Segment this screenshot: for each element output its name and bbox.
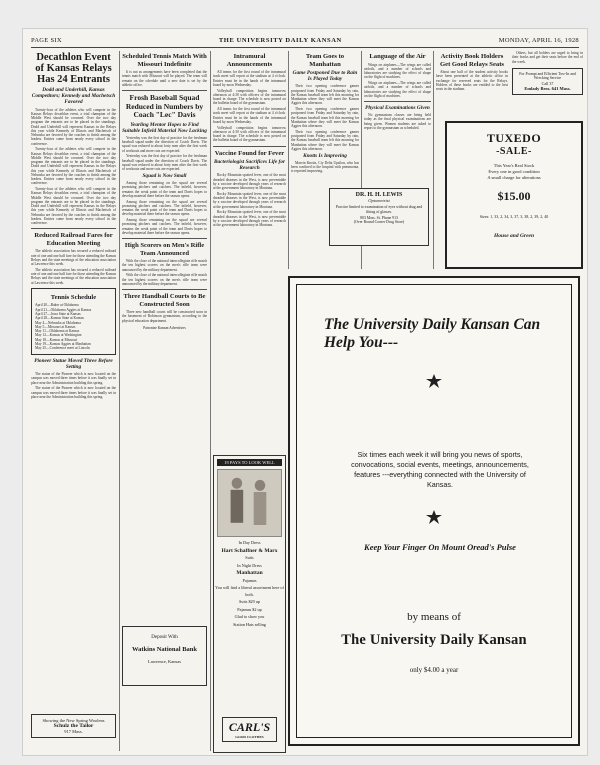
decathlon-article: Twenty-four of the athletes who will compete in the Kansas Relays decathlon event, a trial champion of the Middle West should be crowned. Over the two day program the entrants are to be placed in the standings. Dodd and Underhill will represent Kansas in the Relays this year while Kennedy of Illinois and Machetsch of Nebraska are favored by the coaches to finish among the leaders. Entries come from nearly every school in the conference. Twenty-four of the athletes who will compete in the Kansas Relays decathlon event, a trial champion of the Middle West should be crowned. Over the two day program the entrants are to be placed in the standings. Dodd and Underhill will represent Kansas in the Relays this year while Kennedy of Illinois and Machetsch of Nebraska are favored by the coaches to finish among the leaders. Entries come from nearly every school in the conference. Twenty-four of the athletes who will compete in the Kansas Relays decathlon event, a trial champion of the Middle West should be crowned. Over the two day program the entrants are to be placed in the standings. Dodd and Underhill will represent Kansas in the Relays this year while Kennedy of Illinois and Machetsch of Nebraska are favored by the coaches to finish among the leaders. Entries come from nearly every school in the conference. bbox=[31, 107, 116, 226]
carls-ad-text bbox=[214, 540, 285, 628]
ad-body-text: Six times each week it will bring you news of sports, convocations, social events, meetings, announcements, features ---everything connected with the University of Kansas. bbox=[351, 450, 529, 489]
issue-date: MONDAY, APRIL 16, 1928 bbox=[498, 36, 579, 44]
tennis-schedule-row: April 27—Iowa State at Kansas bbox=[35, 311, 81, 316]
carls-ad-line: Pajamas bbox=[242, 577, 257, 583]
column-divider bbox=[288, 51, 289, 269]
carls-ad-line: Suits bbox=[245, 555, 254, 560]
tuxedo-sale-title: -SALE- bbox=[496, 146, 532, 157]
ornament-icon bbox=[425, 374, 443, 392]
tailor-ad-name: Schulz the Tailor bbox=[53, 723, 94, 729]
column-2 bbox=[122, 51, 207, 755]
decathlon-subhead: Dodd and Underhill, Kansas Competitors; Kennedy and Machetsch Favored bbox=[31, 87, 116, 106]
tennis-schedule-row: May 18—Kansas at Missouri bbox=[35, 337, 78, 342]
bank-ad-line1: Deposit With bbox=[151, 635, 178, 640]
frosh-baseball-article: Yesterday was the first day of practice for the freshman baseball squad under the direction of Coach Davis. The squad was reduced to about forty men after the first week of workouts and more cuts are expected. Yesterday was the first day of practice for the freshman baseball squad under the direction of Coach Davis. The squad was reduced to about forty men after the first week of workouts and more cuts are expected. bbox=[122, 135, 207, 172]
illustration-men-image bbox=[217, 469, 282, 537]
column-divider bbox=[210, 51, 211, 751]
tennis-schedule-row: April 28—Kansas State at Kansas bbox=[35, 316, 84, 321]
manhattan-headline: Team Goes to Manhattan bbox=[305, 53, 345, 68]
towing-ad-phone: Call 37 bbox=[541, 80, 554, 86]
tennis-schedule-row: April 21—Oklahoma Aggies at Kansas bbox=[35, 307, 92, 312]
column-3 bbox=[213, 51, 286, 755]
optometrist-address2: (Over Round Corner Drug Store) bbox=[353, 220, 405, 225]
decathlon-headline: Decathlon Event of Kansas Relays Has 24 Entrants bbox=[35, 52, 112, 85]
tailor-ad-title: Showing the New Spring Woolens bbox=[42, 718, 105, 723]
ornament-icon bbox=[425, 510, 443, 528]
newspaper-page bbox=[22, 28, 588, 756]
vaccine-subhead: Bacteriologist Sacrifices Life for Research bbox=[213, 159, 286, 172]
language-air-article: Wings on airplanes—The wings are called airfoils, and a number of schools and laboratories are studying the effect of shape on the flight of machines. Wings on airplanes—The wings are called airfoils, and a number of schools and laboratories are studying the effect of shape on the flight of machines. bbox=[364, 62, 431, 98]
physical-exam-headline: Physical Examinations Given bbox=[365, 105, 430, 111]
manhattan-article: Their two opening conference games postponed from Friday and Saturday by rain, the Kansas baseball team left this morning for Manhattan where they will meet the Kansas Aggies this afternoon. Their two opening conference games postponed from Friday and Saturday by rain, the Kansas baseball team left this morning for Manhattan where they will meet the Kansas Aggies this afternoon. Their two opening conference games postponed from Friday and Saturday by rain, the Kansas baseball team left this morning for Manhattan where they will meet the Kansas Aggies this afternoon. bbox=[291, 84, 359, 151]
rifle-team-article: With the close of the national intercollegiate rifle match the ten highest scorers on the men's rifle team were announced by the military department. With the close of the national intercollegiate rifle match the ten highest scorers on the men's rifle team were announced by the military department. bbox=[122, 259, 207, 286]
ad-subscription-cost: only $4.00 a year bbox=[409, 666, 459, 674]
tennis-schedule-title: Tennis Schedule bbox=[50, 293, 97, 301]
vaccine-headline: Vaccine Found for Fever bbox=[214, 149, 285, 157]
masthead-rule bbox=[31, 47, 579, 48]
railroad-headline: Reduced Railroad Fares for Education Meeting bbox=[34, 232, 113, 247]
patronize-line: Patronize Kansan Advertisers bbox=[143, 325, 186, 330]
tennis-schedule-list bbox=[35, 303, 112, 350]
column-1 bbox=[31, 51, 116, 755]
railroad-article: The athletic association has secured a reduced railroad rate of one and one half fare for those attending the Kansas Relays and the state meetings of the education association at Lawrence this week. The athletic association has secured a reduced railroad rate of one and one half fare for those attending the Kansas Relays and the state meetings of the education association at Lawrence this week. bbox=[31, 249, 116, 285]
towing-ad-line1: For Prompt and Efficient Tow-In and Wrecking Service bbox=[519, 71, 576, 81]
tennis-schedule-box bbox=[31, 288, 116, 355]
carls-clothing-ad bbox=[213, 455, 286, 753]
tailor-ad bbox=[31, 714, 116, 738]
tuxedo-description: This Year's Real Stock Every one in good condition A small charge for alterations bbox=[487, 163, 541, 180]
pioneer-article: The statue of the Pioneer which is now located on the campus was moved three times before it was finally set in place near the Administration building this spring. The statue of the Pioneer which is now located on the campus was moved three times before it was finally set in place near the Administration building this spring. bbox=[31, 372, 116, 399]
optometrist-name: DR. H. H. LEWIS bbox=[355, 192, 403, 198]
optometrist-title: Optometrist bbox=[368, 198, 390, 203]
handball-article: Three new handball courts will be constructed soon in the basement of Robinson gymnasium, according to the physical education department. bbox=[122, 310, 207, 323]
ad-headline: The University Daily Kansan Can Help You--- bbox=[324, 316, 541, 351]
carls-ad-line: Pajamas $2 up bbox=[237, 606, 262, 612]
intramural-headline: Intramural Announcements bbox=[226, 53, 273, 68]
knotts-article: Marvin Knotts, Ciy Delta Upsilon, who has been confined to the hospital with pneumonia, is reported improving. bbox=[291, 160, 359, 174]
masthead bbox=[31, 34, 579, 46]
carls-ad-line: Glad to show you bbox=[234, 614, 265, 619]
tennis-schedule-row: May 4—Nebraska at Oklahoma bbox=[35, 320, 81, 325]
carls-ad-line: You will find a liberal assortment here of both. bbox=[215, 585, 284, 597]
ad-by-means: by means of bbox=[407, 611, 461, 623]
activity-book-article: About one half of the student activity books have been presented at the athletic office in exchange for reserved seats for the Relays. Holders of these books are entitled to the best seats in the stadium. bbox=[436, 70, 508, 91]
tennis-schedule-row: April 20—Baker at Oklahoma bbox=[35, 303, 79, 308]
carls-logo: CARL'S GOOD CLOTHES bbox=[222, 717, 277, 742]
tennis-schedule-row: May 19—Kansas Aggies at Manhattan bbox=[35, 342, 91, 347]
handball-headline: Three Handball Courts to Be Constructed Soon bbox=[123, 293, 206, 308]
tennis-match-article: It is not as arrangements have been completed that the tennis match with Missouri will be played. The team will remain on the schedule until a new date is set by the athletic office. bbox=[122, 70, 207, 87]
squad-article: Among those remaining on the squad are several promising pitchers and catchers. The infield, however, remains the weak point of the team and Davis hopes to develop material there before the season opens. Among those remaining on the squad are several promising pitchers and catchers. The infield, however, remains the weak point of the team and Davis hopes to develop material there before the season opens. Among those remaining on the squad are several promising pitchers and catchers. The infield, however, remains the weak point of the team and Davis hopes to develop material there before the season opens. bbox=[122, 181, 207, 235]
optometrist-text: Practice limited to examination of eyes without drug and fitting of glasses. bbox=[335, 205, 423, 214]
tuxedo-brand-logo: House and Green bbox=[493, 233, 535, 239]
tailor-ad-address: 917 Mass. bbox=[64, 729, 83, 734]
ad-tagline: The University Daily Kansan bbox=[341, 632, 527, 648]
tuxedo-sale-ad bbox=[445, 121, 583, 269]
language-air-headline: Language of the Air bbox=[369, 53, 426, 60]
column-divider bbox=[119, 51, 120, 751]
vaccine-article: Rocky Mountain spotted fever, one of the most dreaded diseases in the West, is now preventable by a vaccine developed through years of research at the government laboratory in Montana. Rocky Mountain spotted fever, one of the most dreaded diseases in the West, is now preventable by a vaccine developed through years of research at the government laboratory in Montana. Rocky Mountain spotted fever, one of the most dreaded diseases in the West, is now preventable by a vaccine developed through years of research at the government laboratory in Montana. bbox=[213, 173, 286, 228]
carls-ad-banner: 19 PAYS TO LOOK WELL bbox=[217, 459, 282, 466]
carls-ad-line: In Day Dress bbox=[238, 540, 261, 545]
pioneer-headline: Pioneer Statue Moved Three Before Setting bbox=[34, 357, 113, 370]
carls-ad-line: Suits $29 up bbox=[239, 599, 260, 604]
manhattan-subhead: Game Postponed Due to Rain Is Played Today bbox=[292, 70, 358, 83]
intramural-article: All teams for the first round of the intramural track meet will report at the stadium at 4 o'clock. Entries must be in the hands of the intramural board by noon Wednesday. Volleyball competition begins tomorrow afternoon at 4:30 with officers of the intramural board in charge. The schedule is now posted on the bulletin board of the gymnasium. All teams for the first round of the intramural track meet will report at the stadium at 4 o'clock. Entries must be in the hands of the intramural board by noon Wednesday. Volleyball competition begins tomorrow afternoon at 4:30 with officers of the intramural board in charge. The schedule is now posted on the bulletin board of the gymnasium. bbox=[213, 70, 286, 143]
bank-ad-name: Watkins National Bank bbox=[131, 646, 198, 653]
kansan-subscription-ad bbox=[288, 276, 580, 746]
frosh-baseball-headline: Frosh Baseball Squad Reduced in Numbers by Coach "Lec" Davis bbox=[125, 93, 204, 119]
optometrist-address: 803 Mass. St. Phone 913 bbox=[360, 216, 398, 221]
tuxedo-title: TUXEDO bbox=[486, 131, 542, 145]
towing-ad bbox=[512, 68, 583, 95]
tennis-match-headline: Scheduled Tennis Match With Missouri Indefinite bbox=[122, 53, 207, 68]
ad-pulse-line: Keep Your Finger On Mount Oread's Pulse bbox=[364, 542, 516, 552]
bank-ad bbox=[122, 626, 207, 686]
tennis-schedule-row: May 11—Oklahoma at Kansas bbox=[35, 329, 80, 334]
carls-ad-line: Manhattan bbox=[236, 570, 263, 576]
paper-name: THE UNIVERSITY DAILY KANSAN bbox=[218, 36, 342, 44]
bank-ad-location: Lawrence, Kansas bbox=[148, 659, 181, 664]
tennis-schedule-row: May 5—Missouri at Kansas bbox=[35, 324, 76, 329]
tennis-schedule-row: May 12—Kansas at Washington bbox=[35, 333, 82, 338]
optometrist-ad bbox=[329, 188, 429, 246]
knotts-headline: Knotts Is Improving bbox=[303, 152, 347, 159]
tennis-schedule-row: May 25—Conference meet at Lincoln bbox=[35, 346, 90, 351]
activity-book-continued: Others, but all holders are urged to bring in their books and get their seats before the end of the week. bbox=[512, 51, 583, 64]
rifle-team-headline: High Scorers on Men's Rifle Team Announced bbox=[124, 242, 205, 257]
page-number: PAGE SIX bbox=[31, 36, 62, 44]
tuxedo-sizes: Sizes: 1, 33, 2, 34, 3, 37, 3, 38, 2, 39, 2, 40 bbox=[479, 214, 549, 219]
squad-subhead: Squad is Now Small bbox=[142, 172, 187, 179]
carls-ad-line: In Night Dress bbox=[237, 562, 262, 568]
tuxedo-price: $15.00 bbox=[497, 189, 531, 203]
towing-ad-company: Emlady Bros. 641 Mass. bbox=[524, 85, 571, 91]
column-divider bbox=[433, 51, 434, 269]
activity-book-headline: Activity Book Holders Get Good Relays Seats bbox=[440, 53, 504, 68]
carls-ad-line: Hart Schaffner & Marx bbox=[221, 547, 278, 554]
frosh-baseball-subhead: Yearling Mentor Hopes to Find Suitable Infield Material Now Lacking bbox=[122, 121, 207, 134]
physical-exam-article: No gymnasium classes are being held today as the final physical examinations are being given. Women students are asked to report to the gymnasium as scheduled. bbox=[364, 113, 431, 130]
carls-ad-line: Station Hats selling bbox=[233, 621, 266, 627]
column-6 bbox=[436, 51, 583, 117]
